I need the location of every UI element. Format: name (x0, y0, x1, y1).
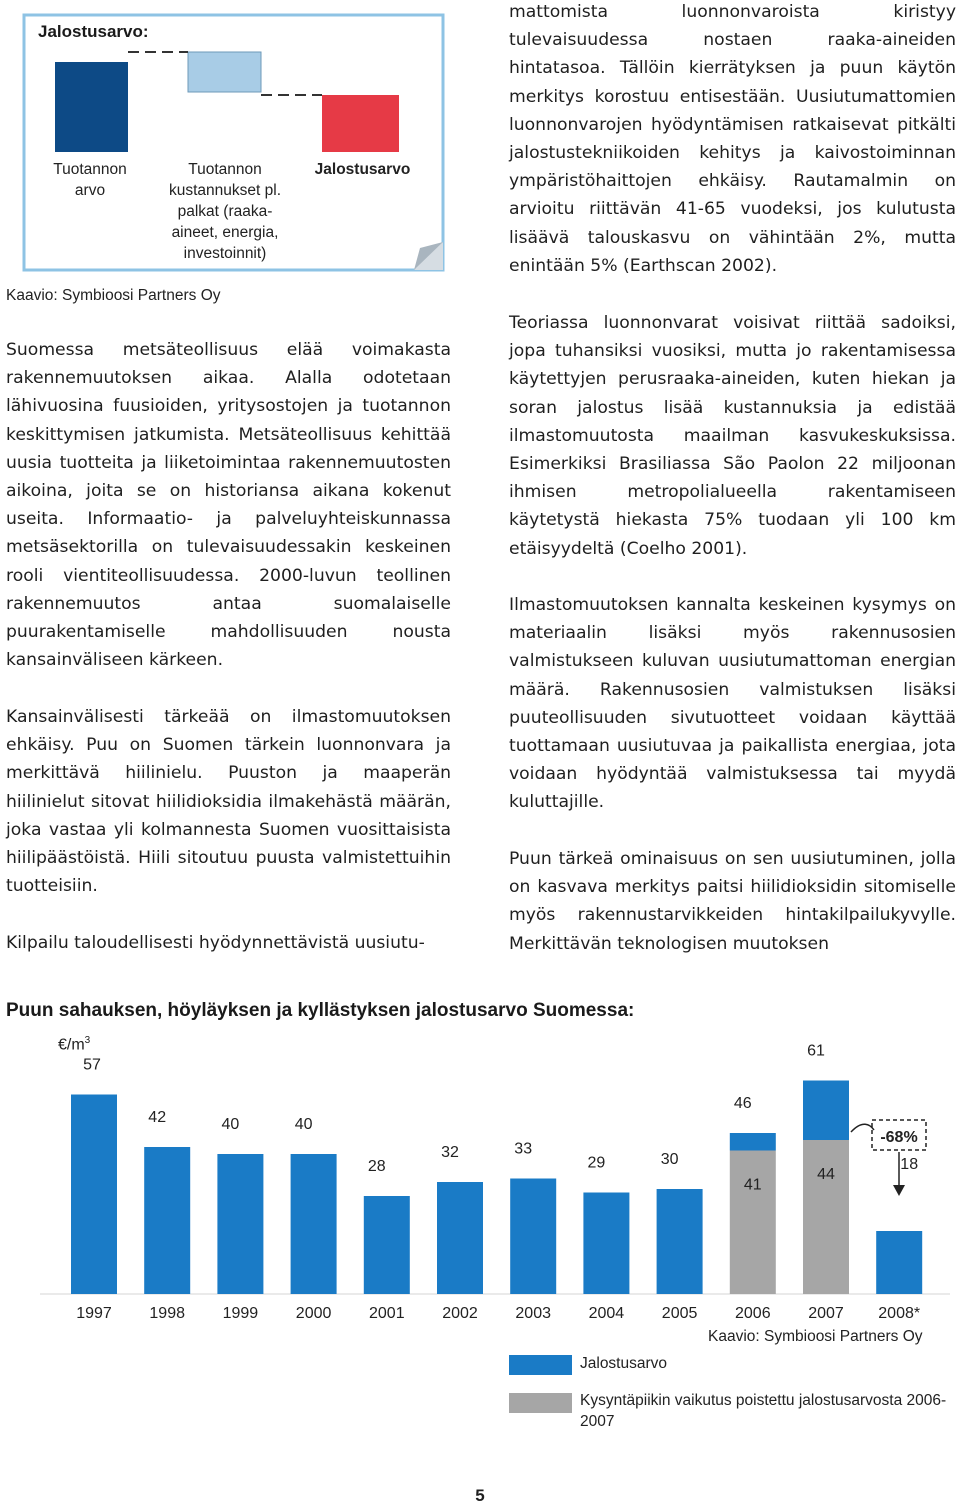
bar-demand-adjusted-2007 (803, 1140, 849, 1294)
bar-value-added-2000 (291, 1154, 337, 1294)
x-tick-2004: 2004 (588, 1305, 625, 1322)
chart-credit: Kaavio: Symbioosi Partners Oy (708, 1328, 923, 1345)
bar-value-label-1999: 40 (221, 1116, 240, 1133)
bar-value-added-2006 (730, 1133, 776, 1151)
bar-value-label-2004: 29 (587, 1154, 606, 1172)
x-tick-2002: 2002 (442, 1305, 478, 1322)
legend-label-demand-adjusted: Kysyntäpiikin vaikutus poistettu jalostusarvosta 2006-2007 (580, 1392, 947, 1430)
bar-value-label-2005: 30 (660, 1151, 679, 1168)
annotation-arc (851, 1124, 874, 1132)
bar-value-added-2005 (657, 1189, 703, 1294)
x-tick-2005: 2005 (661, 1305, 698, 1322)
right-paragraph-4: Puun tärkeä ominaisuus on sen uusiutuminen, jolla on kasvava merkitys paitsi hiilidioksidin sitomiselle myös rakennustarvikkeiden hintakilpailukyvylle. Merkittävän teknologisen muutoksen (509, 849, 956, 954)
bar-value-added-2002 (437, 1182, 483, 1294)
bar-grey-label-2006: 41 (743, 1176, 762, 1194)
right-paragraph-3: Ilmastomuutoksen kannalta keskeinen kysymys on materiaalin lisäksi myös rakennusosien valmistukseen kuluvan uusiutumattoman energian määrä. Rakennusosien valmistuksen lisäksi puuteollisuuden sivutuotteet voidaan käyttää tuottamaan uusiutuvaa ja paikallista energiaa, jota voidaan hyödyntää valmistuksessa tai myydä kuluttajille. (509, 595, 956, 813)
label-value-added: Jalostusarvo (314, 161, 411, 178)
chart-unit-text: €/m (58, 1036, 85, 1054)
arrow-down-icon (893, 1185, 905, 1196)
x-tick-labels-group (76, 1305, 920, 1322)
legend-label-value-added: Jalostusarvo (580, 1355, 668, 1372)
annotation-text: -68% (880, 1129, 918, 1146)
bar-product-value (55, 62, 128, 152)
bar-value-label-2007: 61 (807, 1042, 825, 1060)
bar-value-added-2003 (510, 1179, 556, 1295)
bar-value-label-2001: 28 (367, 1158, 386, 1175)
bar-value-label-2002: 32 (441, 1144, 459, 1161)
left-paragraph-3: Kilpailu taloudellisesti hyödynnettävistä uusiutu- (6, 933, 425, 953)
diagram-credit: Kaavio: Symbioosi Partners Oy (6, 287, 221, 304)
bars-group (71, 1081, 922, 1295)
bar-value-added-2004 (583, 1193, 629, 1295)
left-paragraph-2: Kansainvälisesti tärkeää on ilmastomuutoksen ehkäisy. Puu on Suomen tärkein luonnonvara ja merkittävä hiilinielu. Puuston ja maaperän hiilinielut sitovat hiilidioksidia ilmakehästä määrän, joka vastaa yli kolmannesta Suomen vuosittaisista hiilipäästöistä. Hiili sitoutuu puusta valmistettuihin tuotteisiin. (6, 707, 451, 897)
x-tick-2000: 2000 (295, 1305, 332, 1322)
x-tick-2007: 2007 (808, 1305, 844, 1322)
bar-value-added (322, 95, 399, 152)
bar-grey-label-2007: 44 (817, 1166, 835, 1183)
x-tick-1998: 1998 (149, 1305, 185, 1322)
bar-value-label-2000: 40 (294, 1116, 313, 1133)
bar-demand-adjusted-2006 (730, 1151, 776, 1295)
bar-labels-group (83, 1043, 918, 1194)
bar-value-label-2006: 46 (733, 1095, 752, 1112)
bar-value-label-2008: 18 (900, 1156, 919, 1173)
x-tick-2001: 2001 (369, 1305, 405, 1322)
label-product-value: Tuotannon arvo (53, 161, 127, 199)
x-tick-1999: 1999 (222, 1305, 259, 1322)
x-tick-2008: 2008* (878, 1305, 921, 1322)
bar-value-label-1997: 57 (83, 1056, 101, 1074)
chart-title: Puun sahauksen, höyläyksen ja kyllästyksen jalostusarvo Suomessa: (6, 1000, 635, 1021)
bar-value-added-1998 (144, 1147, 190, 1294)
value-added-diagram (0, 0, 460, 285)
label-production-costs: Tuotannon kustannukset pl. palkat (raaka-aineet, energia, investoinnit) (168, 161, 281, 262)
page-number: 5 (475, 1486, 485, 1505)
bar-production-costs (188, 52, 261, 92)
legend-swatch-demand-adjusted (509, 1393, 572, 1413)
right-paragraph-1: mattomista luonnonvaroista kiristyy tulevaisuudessa nostaen raaka-aineiden hintatasoa. Tällöin kierrätyksen ja puun käytön merkitys korostuu entisestään. Uusiutumattomien luonnonvarojen hyödyntämisen ratkaisevat pitkälti jalostustekniikoiden kehitys ja kaivostoiminnan ympäristöhaittojen ehkäisy. Rautamalmin on arvioitu riittävän 41-65 vuodeksi, jos kulutusta lisäävä talouskasvu on vähintään 2%, mutta enintään 5% (Earthscan 2002). (509, 2, 956, 276)
bar-value-label-2003: 33 (514, 1140, 533, 1158)
left-paragraph-1: Suomessa metsäteollisuus elää voimakasta rakennemuutoksen aikaa. Alalla odotetaan lähivuosina fuusioiden, yritysostojen ja tuotannon keskittymisen jatkumista. Metsäteollisuus kehittää uusia tuotteita ja liiketoimintaa rakennemuutosten aikoina, joita se on historiansa aikana kokenut useita. Informaatio- ja palveluyhteiskunnassa metsäsektorilla on tulevaisuudessakin keskeinen rooli vientiteollisuudessa. 2000-luvun teollinen rakennemuutos antaa suomalaiselle puurakentamiselle mahdollisuuden nousta kansainväliseen kärkeen. (6, 340, 451, 671)
right-paragraph-2: Teoriassa luonnonvarat voisivat riittää sadoiksi, jopa tuhansiksi vuosiksi, mutta jo rakentamisessa käytettyjen perusraaka-aineiden, kuten hiekan ja soran jalostus lisää kustannuksia ja edistää ilmastomuutosta maailman kasvukeskuksissa. Esimerkiksi Brasiliassa São Paolon 22 miljoonan ihmisen metropolialueella rakentamiseen käytetystä hiekasta 75% tuodaan yli 100 km etäisyydeltä (Coelho 2001). (509, 313, 956, 559)
x-tick-2006: 2006 (735, 1305, 771, 1322)
bar-value-added-1997 (71, 1095, 117, 1295)
bar-value-label-1998: 42 (148, 1109, 167, 1126)
x-tick-2003: 2003 (515, 1305, 551, 1322)
legend-swatch-value-added (509, 1355, 572, 1375)
bar-value-added-1999 (217, 1154, 263, 1294)
x-tick-1997: 1997 (76, 1305, 112, 1322)
bar-value-added-2001 (364, 1196, 410, 1294)
bar-value-added-2008 (876, 1231, 922, 1294)
chart-unit-superscript: 3 (84, 1035, 91, 1046)
bar-value-added-2007 (803, 1081, 849, 1141)
diagram-title: Jalostusarvo: (38, 22, 149, 41)
